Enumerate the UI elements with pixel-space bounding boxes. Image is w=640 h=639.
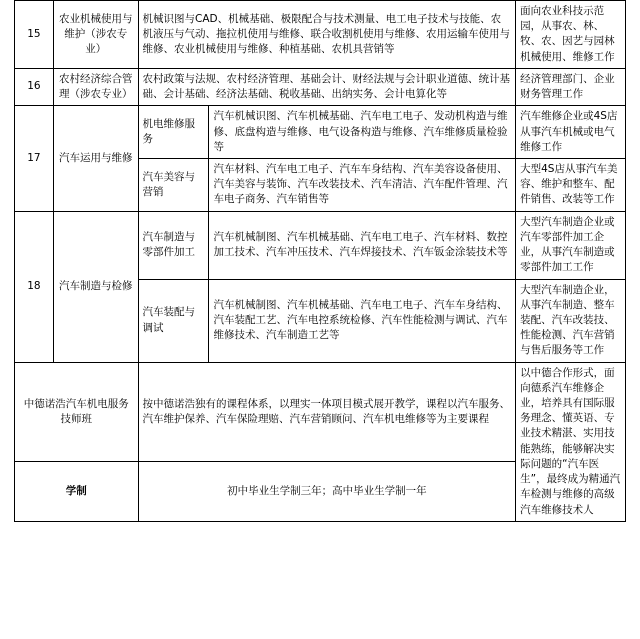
row-courses: 农村政策与法规、农村经济管理、基础会计、财经法规与会计职业道德、统计基础、会计基础、经济法基础、税收基础、出纳实务、会计电算化等 — [138, 68, 516, 105]
row-courses: 机械识图与CAD、机械基础、极限配合与技术测量、电工电子技术与技能、农机液压与气动、拖拉机使用与维修、联合收割机使用与维修、农用运输车使用与维修、农业机械使用与维修、种植基础、农机具营销等 — [138, 1, 516, 69]
row-major: 农村经济综合管理（涉农专业） — [53, 68, 138, 105]
row-direction: 汽车装配与调试 — [138, 279, 209, 362]
table-row — [15, 106, 626, 159]
table-row-institute — [15, 362, 626, 462]
row-major: 农业机械使用与维护（涉农专业） — [53, 1, 138, 69]
row-jobs: 大型汽车制造企业，从事汽车制造、整车装配、汽车改装技、性能检测、汽车营销与售后服务等工作 — [516, 279, 626, 362]
row-number: 17 — [15, 106, 54, 211]
table-row — [15, 68, 626, 105]
row-direction: 机电维修服务 — [138, 106, 209, 159]
row-jobs: 经济管理部门、企业财务管理工作 — [516, 68, 626, 105]
row-jobs: 汽车维修企业或4S店从事汽车机械或电气维修工作 — [516, 106, 626, 159]
row-direction: 汽车制造与零部件加工 — [138, 211, 209, 279]
table-row — [15, 211, 626, 279]
row-direction: 汽车美容与营销 — [138, 158, 209, 211]
table-row — [15, 1, 626, 69]
row-jobs: 大型汽车制造企业或汽车零部件加工企业，从事汽车制造或零部件加工工作 — [516, 211, 626, 279]
row-major: 汽车制造与检修 — [53, 211, 138, 362]
row-courses: 汽车机械制图、汽车机械基础、汽车电工电子、汽车材料、数控加工技术、汽车冲压技术、汽车焊接技术、汽车钣金涂装技术等 — [209, 211, 516, 279]
institute-name: 中德诺浩汽车机电服务技师班 — [15, 362, 139, 462]
row-number: 16 — [15, 68, 54, 105]
row-number: 15 — [15, 1, 54, 69]
xuezhi-label: 学制 — [15, 462, 139, 521]
row-courses: 汽车机械制图、汽车机械基础、汽车电工电子、汽车车身结构、汽车装配工艺、汽车电控系统检修、汽车性能检测与调试、汽车维修技术、汽车制造工艺等 — [209, 279, 516, 362]
xuezhi-value: 初中毕业生学制三年；高中毕业生学制一年 — [138, 462, 516, 521]
institute-description: 按中德诺浩独有的课程体系，以理实一体项目模式展开教学，课程以汽车服务、汽车维护保养、汽车保险理赔、汽车营销顾问、汽车机电维修等为主要课程 — [138, 362, 516, 462]
institute-jobs: 以中德合作形式，面向德系汽车维修企业，培养具有国际服务理念、懂英语、专业技术精湛、实用技能熟练，能够解决实际问题的“汽车医生”，最终成为精通汽车检测与维修的高级汽车维修技术人 — [516, 362, 626, 521]
majors-table — [14, 0, 626, 522]
row-jobs: 面向农业科技示范园，从事农、林、牧、农、因艺与园林机械使用、维修工作 — [516, 1, 626, 69]
row-number: 18 — [15, 211, 54, 362]
row-jobs: 大型4S店从事汽车美容、维护和整车、配件销售、改装等工作 — [516, 158, 626, 211]
row-major: 汽车运用与维修 — [53, 106, 138, 211]
row-courses: 汽车材料、汽车电工电子、汽车车身结构、汽车美容设备使用、汽车美容与装饰、汽车改装技术、汽车清洁、汽车配件管理、汽车电子商务、汽车销售等 — [209, 158, 516, 211]
row-courses: 汽车机械识图、汽车机械基础、汽车电工电子、发动机构造与维修、底盘构造与维修、电气设备构造与维修、汽车维修质量检验等 — [209, 106, 516, 159]
